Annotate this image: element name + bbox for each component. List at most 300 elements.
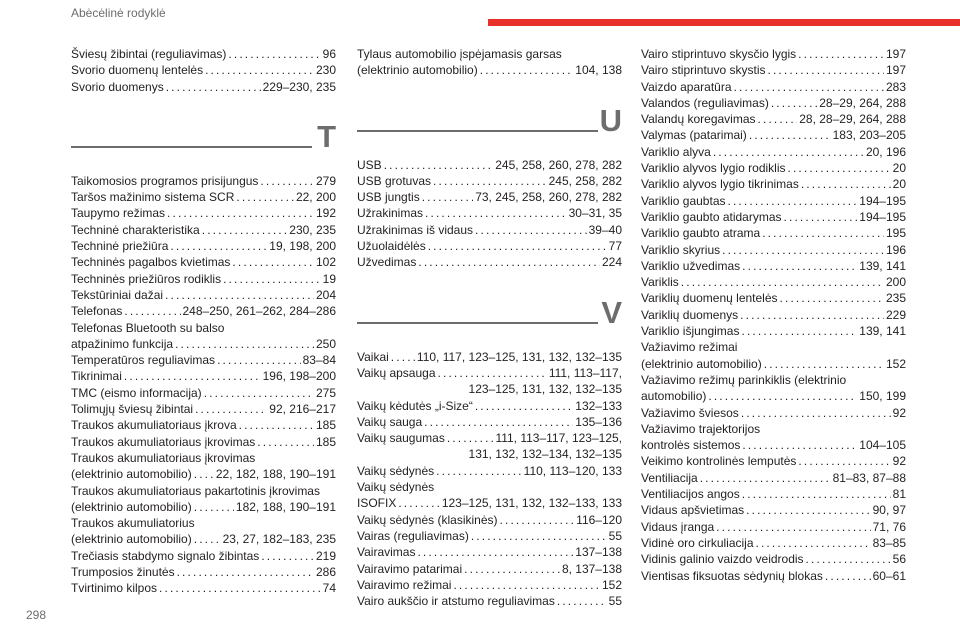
entry-line xyxy=(641,209,906,225)
entry-term: (elektrinio automobilio) xyxy=(71,532,192,547)
entry-line xyxy=(71,499,336,515)
entry-line xyxy=(641,95,906,111)
entry-term: Tolimųjų šviesų žibintai xyxy=(71,402,194,417)
entry-list-t-tail xyxy=(357,46,622,79)
entry-term: Traukos akumuliatoriaus įkrovimas xyxy=(71,450,256,465)
entry-line xyxy=(71,271,336,287)
entry-line xyxy=(641,405,906,421)
entry-term: Techninės priežiūros rodiklis xyxy=(71,271,222,286)
dot-leader xyxy=(417,544,573,560)
entry-term: Tikrinimai xyxy=(71,369,122,384)
dot-leader xyxy=(236,189,294,205)
entry-pages: 20 xyxy=(892,177,906,192)
dot-leader xyxy=(708,388,857,404)
entry-pages: 229–230, 235 xyxy=(262,79,336,94)
entry-list-v xyxy=(357,349,622,610)
entry-pages: 83–84 xyxy=(302,353,336,368)
dot-leader xyxy=(261,548,314,564)
entry-pages: 200 xyxy=(885,275,906,290)
entry-line xyxy=(71,205,336,221)
entry-pages: 185 xyxy=(315,418,336,433)
entry-line xyxy=(641,307,906,323)
index-entry xyxy=(71,580,336,596)
index-entry xyxy=(641,79,906,95)
entry-line xyxy=(71,62,336,78)
dot-leader xyxy=(801,176,891,192)
entry-line xyxy=(641,290,906,306)
index-entry xyxy=(357,205,622,221)
index-entry xyxy=(641,405,906,421)
entry-pages: 194–195 xyxy=(859,209,906,224)
dot-leader xyxy=(764,356,884,372)
entry-term: kontrolės sistemos xyxy=(641,438,741,453)
entry-term: Variklio alyva xyxy=(641,144,711,159)
entry-line xyxy=(357,561,622,577)
index-entry xyxy=(357,463,622,479)
entry-line xyxy=(357,205,622,221)
index-entry xyxy=(357,238,622,254)
entry-term: Vairavimo patarimai xyxy=(357,561,463,576)
entry-term: Vaikų sėdynės xyxy=(357,463,435,478)
dot-leader xyxy=(767,62,883,78)
entry-line xyxy=(641,176,906,192)
entry-pages: 197 xyxy=(885,63,906,78)
entry-pages: 182, 188, 190–191 xyxy=(235,499,336,514)
entry-pages: 250 xyxy=(315,336,336,351)
entry-line xyxy=(71,548,336,564)
entry-pages: 183, 203–205 xyxy=(832,128,906,143)
dot-leader xyxy=(447,430,494,446)
entry-term: Ventiliacija xyxy=(641,470,698,485)
entry-pages: 28–29, 264, 288 xyxy=(819,95,906,110)
entry-line xyxy=(71,417,336,433)
entry-pages: 8, 137–138 xyxy=(561,561,622,576)
dot-leader xyxy=(742,258,857,274)
section-divider xyxy=(357,130,598,132)
header-accent-bar xyxy=(488,19,960,26)
dot-leader xyxy=(771,95,817,111)
entry-pages: 92 xyxy=(892,405,906,420)
letter-heading-t xyxy=(71,107,336,173)
entry-pages: 71, 76 xyxy=(872,519,906,534)
entry-line xyxy=(357,365,622,381)
entry-term: Vidaus įranga xyxy=(641,519,715,534)
index-entry xyxy=(357,173,622,189)
index-entry xyxy=(71,46,336,62)
dot-leader xyxy=(741,405,891,421)
dot-leader xyxy=(205,62,314,78)
entry-term: Taupymo režimas xyxy=(71,206,166,221)
index-entry xyxy=(641,535,906,551)
entry-term: Vaikų sėdynės xyxy=(357,480,435,495)
entry-list-u xyxy=(357,157,622,271)
index-entry xyxy=(641,242,906,258)
index-entry xyxy=(71,385,336,401)
entry-line xyxy=(357,414,622,430)
index-entry xyxy=(357,157,622,173)
entry-pages: 111, 113–117, 123–125, xyxy=(495,431,622,446)
entry-pages: 104–105 xyxy=(859,438,906,453)
entry-pages: 102 xyxy=(315,255,336,270)
entry-line xyxy=(357,398,622,414)
entry-pages: 83–85 xyxy=(872,535,906,550)
index-entry xyxy=(357,577,622,593)
entry-line xyxy=(641,339,906,355)
entry-pages: 286 xyxy=(315,565,336,580)
index-entry xyxy=(641,111,906,127)
dot-leader xyxy=(165,287,314,303)
entry-term: Svorio duomenų lentelės xyxy=(71,63,204,78)
dot-leader xyxy=(825,568,871,584)
entry-term: Užvedimas xyxy=(357,255,417,270)
entry-line xyxy=(641,388,906,404)
entry-line xyxy=(641,372,906,388)
dot-leader xyxy=(124,303,180,319)
entry-term: Variklių duomenų lentelės xyxy=(641,291,778,306)
entry-pages: 39–40 xyxy=(588,222,622,237)
section-letter: V xyxy=(601,294,622,330)
entry-pages: 197 xyxy=(885,47,906,61)
entry-line xyxy=(357,238,622,254)
entry-pages-continued: 123–125, 131, 132, 132–135 xyxy=(468,382,622,397)
dot-leader xyxy=(700,470,831,486)
entry-term: Vairavimas xyxy=(357,545,416,560)
entry-term: Vientisas fiksuotas sėdynių blokas xyxy=(641,568,823,583)
entry-pages: 19, 198, 200 xyxy=(269,239,336,254)
entry-pages: 22, 182, 188, 190–191 xyxy=(215,467,336,482)
entry-pages: 245, 258, 260, 278, 282 xyxy=(495,157,622,172)
dot-leader xyxy=(762,225,884,241)
entry-term: Užrakinimas iš vidaus xyxy=(357,222,474,237)
entry-list-t xyxy=(71,173,336,597)
entry-line xyxy=(641,470,906,486)
dot-leader xyxy=(436,463,522,479)
entry-term: (elektrinio automobilio) xyxy=(641,356,762,371)
entry-term: Vairo stiprintuvo skystis xyxy=(641,63,766,78)
dot-leader xyxy=(159,580,321,596)
letter-heading-v xyxy=(357,283,622,349)
dot-leader xyxy=(232,254,314,270)
dot-leader xyxy=(391,349,415,365)
entry-line xyxy=(641,46,906,62)
dot-leader xyxy=(166,79,261,95)
entry-pages-continued: 131, 132, 132–134, 132–135 xyxy=(468,447,622,462)
entry-pages: 230 xyxy=(315,63,336,78)
section-divider xyxy=(71,146,312,148)
entry-line xyxy=(357,577,622,593)
entry-continuation-line xyxy=(357,446,622,462)
index-entry xyxy=(71,401,336,417)
entry-line xyxy=(357,222,622,238)
entry-term: Vidinė oro cirkuliacija xyxy=(641,535,754,550)
index-entry xyxy=(357,365,622,398)
entry-term: Vairo stiprintuvo skysčio lygis xyxy=(641,47,797,61)
entry-line xyxy=(357,479,622,495)
dot-leader xyxy=(728,193,858,209)
dot-leader xyxy=(257,434,314,450)
dot-leader xyxy=(788,160,891,176)
entry-term: Vaikų saugumas xyxy=(357,431,445,446)
dot-leader xyxy=(422,189,474,205)
dot-leader xyxy=(557,593,607,609)
entry-term: atpažinimo funkcija xyxy=(71,336,174,351)
entry-term: Trumposios žinutės xyxy=(71,565,175,580)
entry-line xyxy=(641,127,906,143)
entry-pages: 60–61 xyxy=(872,568,906,583)
dot-leader xyxy=(734,79,884,95)
entry-list-s-tail xyxy=(71,46,336,95)
index-entry xyxy=(641,209,906,225)
dot-leader xyxy=(475,222,587,238)
dot-leader xyxy=(398,495,439,511)
entry-line xyxy=(641,437,906,453)
dot-leader xyxy=(175,336,314,352)
dot-leader xyxy=(438,365,547,381)
entry-term: Vaikai xyxy=(357,349,389,364)
index-entry xyxy=(641,307,906,323)
dot-leader xyxy=(204,385,314,401)
letter-heading-u xyxy=(357,91,622,157)
dot-leader xyxy=(500,512,575,528)
section-divider xyxy=(357,322,598,324)
entry-pages: 192 xyxy=(315,206,336,221)
dot-leader xyxy=(453,577,600,593)
dot-leader xyxy=(202,222,288,238)
entry-line xyxy=(71,515,336,531)
index-entry xyxy=(357,512,622,528)
index-column-1 xyxy=(71,46,336,597)
index-entry xyxy=(357,222,622,238)
index-entry xyxy=(71,352,336,368)
index-entry xyxy=(357,479,622,512)
entry-term: Variklio išjungimas xyxy=(641,324,740,339)
entry-term: Taikomosios programos prisijungus xyxy=(71,173,259,188)
index-entry xyxy=(357,561,622,577)
entry-term: Variklių duomenys xyxy=(641,307,739,322)
entry-pages: 77 xyxy=(608,239,622,254)
index-entry xyxy=(641,127,906,143)
entry-pages: 275 xyxy=(315,385,336,400)
dot-leader xyxy=(228,46,320,62)
dot-leader xyxy=(806,551,891,567)
entry-pages: 230, 235 xyxy=(289,222,336,237)
entry-pages: 19 xyxy=(322,271,336,286)
dot-leader xyxy=(433,173,547,189)
entry-line xyxy=(71,287,336,303)
index-entry xyxy=(641,144,906,160)
entry-pages: 224 xyxy=(601,255,622,270)
index-entry xyxy=(71,287,336,303)
index-entry xyxy=(357,528,622,544)
entry-list-v-cont xyxy=(641,46,906,584)
entry-line xyxy=(71,46,336,62)
entry-line xyxy=(357,62,622,78)
entry-pages: 110, 117, 123–125, 131, 132, 132–135 xyxy=(416,349,622,364)
entry-line xyxy=(71,336,336,352)
entry-pages: 90, 97 xyxy=(872,503,906,518)
entry-line xyxy=(357,593,622,609)
entry-line xyxy=(357,157,622,173)
entry-line xyxy=(71,303,336,319)
entry-pages: 283 xyxy=(885,79,906,94)
entry-pages: 150, 199 xyxy=(859,389,906,404)
dot-leader xyxy=(177,564,314,580)
entry-pages: 104, 138 xyxy=(575,63,622,78)
dot-leader xyxy=(194,531,221,547)
entry-line xyxy=(357,254,622,270)
index-entry xyxy=(641,372,906,405)
entry-pages: 55 xyxy=(608,528,622,543)
entry-term: Ventiliacijos angos xyxy=(641,487,740,502)
entry-line xyxy=(357,528,622,544)
index-entry xyxy=(71,368,336,384)
entry-term: ISOFIX xyxy=(357,496,397,511)
entry-term: Važiavimo režimų parinkiklis (elektrinio xyxy=(641,372,847,387)
entry-term: Temperatūros reguliavimas xyxy=(71,353,216,368)
entry-pages: 196, 198–200 xyxy=(262,369,336,384)
entry-term: Važiavimo režimai xyxy=(641,340,738,355)
entry-term: Šviesų žibintai (reguliavimas) xyxy=(71,47,227,61)
entry-term: Užrakinimas xyxy=(357,206,424,221)
index-entry xyxy=(71,515,336,548)
dot-leader xyxy=(742,437,857,453)
entry-line xyxy=(71,434,336,450)
index-entry xyxy=(357,398,622,414)
entry-term: Variklio užvedimas xyxy=(641,258,741,273)
entry-term: Variklio gaubtas xyxy=(641,193,726,208)
entry-line xyxy=(641,568,906,584)
entry-pages: 204 xyxy=(315,287,336,302)
entry-term: Taršos mažinimo sistema SCR xyxy=(71,190,235,205)
index-entry xyxy=(641,225,906,241)
index-entry xyxy=(641,502,906,518)
entry-pages: 132–133 xyxy=(575,398,622,413)
entry-term: Variklio alyvos lygio rodiklis xyxy=(641,161,786,176)
index-entry xyxy=(71,254,336,270)
entry-pages: 116–120 xyxy=(576,512,622,527)
dot-leader xyxy=(713,144,864,160)
index-entry xyxy=(641,46,906,62)
entry-pages: 56 xyxy=(892,552,906,567)
entry-term: Techninė priežiūra xyxy=(71,239,169,254)
entry-line xyxy=(641,519,906,535)
entry-pages: 74 xyxy=(322,581,336,596)
entry-pages: 20, 196 xyxy=(865,144,906,159)
index-entry xyxy=(71,483,336,516)
entry-line xyxy=(641,193,906,209)
entry-line xyxy=(71,254,336,270)
entry-term: Telefonas Bluetooth su balso xyxy=(71,320,225,335)
index-entry xyxy=(641,62,906,78)
dot-leader xyxy=(424,414,573,430)
index-entry xyxy=(641,274,906,290)
index-entry xyxy=(641,160,906,176)
entry-term: Vairavimo režimai xyxy=(357,577,452,592)
entry-pages: 137–138 xyxy=(575,545,622,560)
index-entry xyxy=(641,193,906,209)
dot-leader xyxy=(239,417,314,433)
index-entry xyxy=(641,551,906,567)
entry-term: Traukos akumuliatoriaus įkrovimas xyxy=(71,434,256,449)
index-entry xyxy=(71,450,336,483)
entry-line xyxy=(357,46,622,62)
entry-term: USB xyxy=(357,157,382,172)
index-entry xyxy=(71,189,336,205)
entry-line xyxy=(641,160,906,176)
index-entry xyxy=(641,339,906,372)
entry-line xyxy=(641,453,906,469)
index-entry xyxy=(71,417,336,433)
entry-line xyxy=(71,564,336,580)
entry-pages: 194–195 xyxy=(859,193,906,208)
entry-line xyxy=(641,62,906,78)
dot-leader xyxy=(798,46,884,62)
entry-pages: 219 xyxy=(315,548,336,563)
entry-term: Vairas (reguliavimas) xyxy=(357,528,469,543)
index-entry xyxy=(71,222,336,238)
index-entry xyxy=(641,176,906,192)
entry-term: Vaikų sėdynės (klasikinės) xyxy=(357,512,498,527)
entry-line xyxy=(357,189,622,205)
index-entry xyxy=(641,323,906,339)
entry-line xyxy=(71,238,336,254)
entry-term: Variklio skyrius xyxy=(641,242,721,257)
entry-line xyxy=(71,580,336,596)
dot-leader xyxy=(384,157,494,173)
index-entry xyxy=(357,430,622,463)
entry-line xyxy=(71,450,336,466)
entry-line xyxy=(357,463,622,479)
entry-term: Vaikų kėdutės „i-Size“ xyxy=(357,398,473,413)
dot-leader xyxy=(260,173,314,189)
entry-pages: 73, 245, 258, 260, 278, 282 xyxy=(475,190,622,205)
entry-term: Trečiasis stabdymo signalo žibintas xyxy=(71,548,260,563)
entry-term: Vidaus apšvietimas xyxy=(641,503,745,518)
entry-line xyxy=(641,323,906,339)
index-entry xyxy=(71,303,336,319)
dot-leader xyxy=(167,205,314,221)
entry-pages: 248–250, 261–262, 284–286 xyxy=(182,304,336,319)
index-entry xyxy=(357,46,622,79)
entry-line xyxy=(641,242,906,258)
entry-pages: 81 xyxy=(892,487,906,502)
entry-term: Vaikų apsauga xyxy=(357,365,436,380)
entry-line xyxy=(641,356,906,372)
dot-leader xyxy=(681,274,884,290)
index-entry xyxy=(641,519,906,535)
dot-leader xyxy=(756,535,871,551)
dot-leader xyxy=(428,238,607,254)
entry-line xyxy=(357,512,622,528)
entry-term: Vairo aukščio ir atstumo reguliavimas xyxy=(357,594,555,609)
dot-leader xyxy=(798,453,890,469)
index-entry xyxy=(357,349,622,365)
section-letter: U xyxy=(599,102,622,138)
entry-line xyxy=(641,225,906,241)
entry-term: Veikimo kontrolinės lemputės xyxy=(641,454,797,469)
entry-pages: 23, 27, 182–183, 235 xyxy=(222,532,336,547)
dot-leader xyxy=(471,528,607,544)
entry-pages: 30–31, 35 xyxy=(568,206,622,221)
entry-pages: 279 xyxy=(315,173,336,188)
entry-line xyxy=(641,551,906,567)
dot-leader xyxy=(475,398,573,414)
entry-term: Variklis xyxy=(641,275,679,290)
index-entry xyxy=(641,258,906,274)
index-entry xyxy=(357,414,622,430)
index-entry xyxy=(641,486,906,502)
entry-term: Tekstūriniai dažai xyxy=(71,287,164,302)
